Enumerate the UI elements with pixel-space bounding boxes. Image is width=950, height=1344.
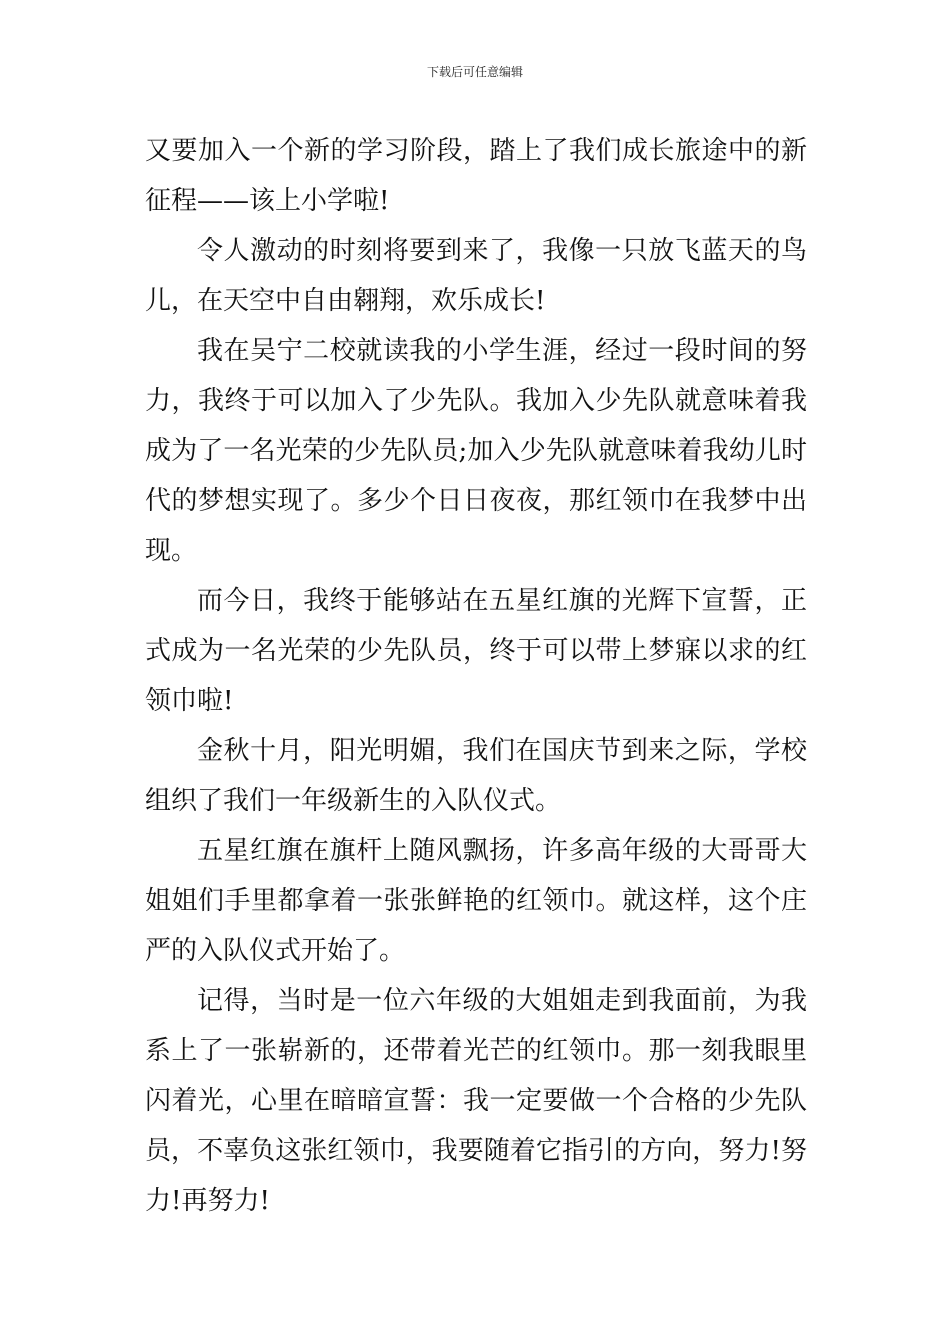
paragraph-1: 又要加入一个新的学习阶段，踏上了我们成长旅途中的新征程——该上小学啦! — [145, 136, 807, 216]
paragraph-2: 令人激动的时刻将要到来了，我像一只放飞蓝天的鸟儿，在天空中自由翱翔，欢乐成长! — [145, 236, 807, 316]
page-header: 下载后可任意编辑 — [426, 65, 523, 79]
paragraph-3: 我在吴宁二校就读我的小学生涯，经过一段时间的努力，我终于可以加入了少先队。我加入少先队就意味着我成为了一名光荣的少先队员;加入少先队就意味着我幼儿时代的梦想实现了。多少个日日夜夜，那红领巾在我梦中出现。 — [145, 336, 807, 566]
document-body — [145, 126, 807, 1226]
paragraph-6: 五星红旗在旗杆上随风飘扬，许多高年级的大哥哥大姐姐们手里都拿着一张张鲜艳的红领巾。就这样，这个庄严的入队仪式开始了。 — [145, 836, 807, 966]
paragraph-5: 金秋十月，阳光明媚，我们在国庆节到来之际，学校组织了我们一年级新生的入队仪式。 — [145, 736, 807, 816]
paragraph-7: 记得，当时是一位六年级的大姐姐走到我面前，为我系上了一张崭新的，还带着光芒的红领巾。那一刻我眼里闪着光，心里在暗暗宣誓：我一定要做一个合格的少先队员，不辜负这张红领巾，我要随着它指引的方向，努力!努力!再努力! — [145, 986, 807, 1216]
paragraph-4: 而今日，我终于能够站在五星红旗的光辉下宣誓，正式成为一名光荣的少先队员，终于可以带上梦寐以求的红领巾啦! — [145, 586, 807, 716]
